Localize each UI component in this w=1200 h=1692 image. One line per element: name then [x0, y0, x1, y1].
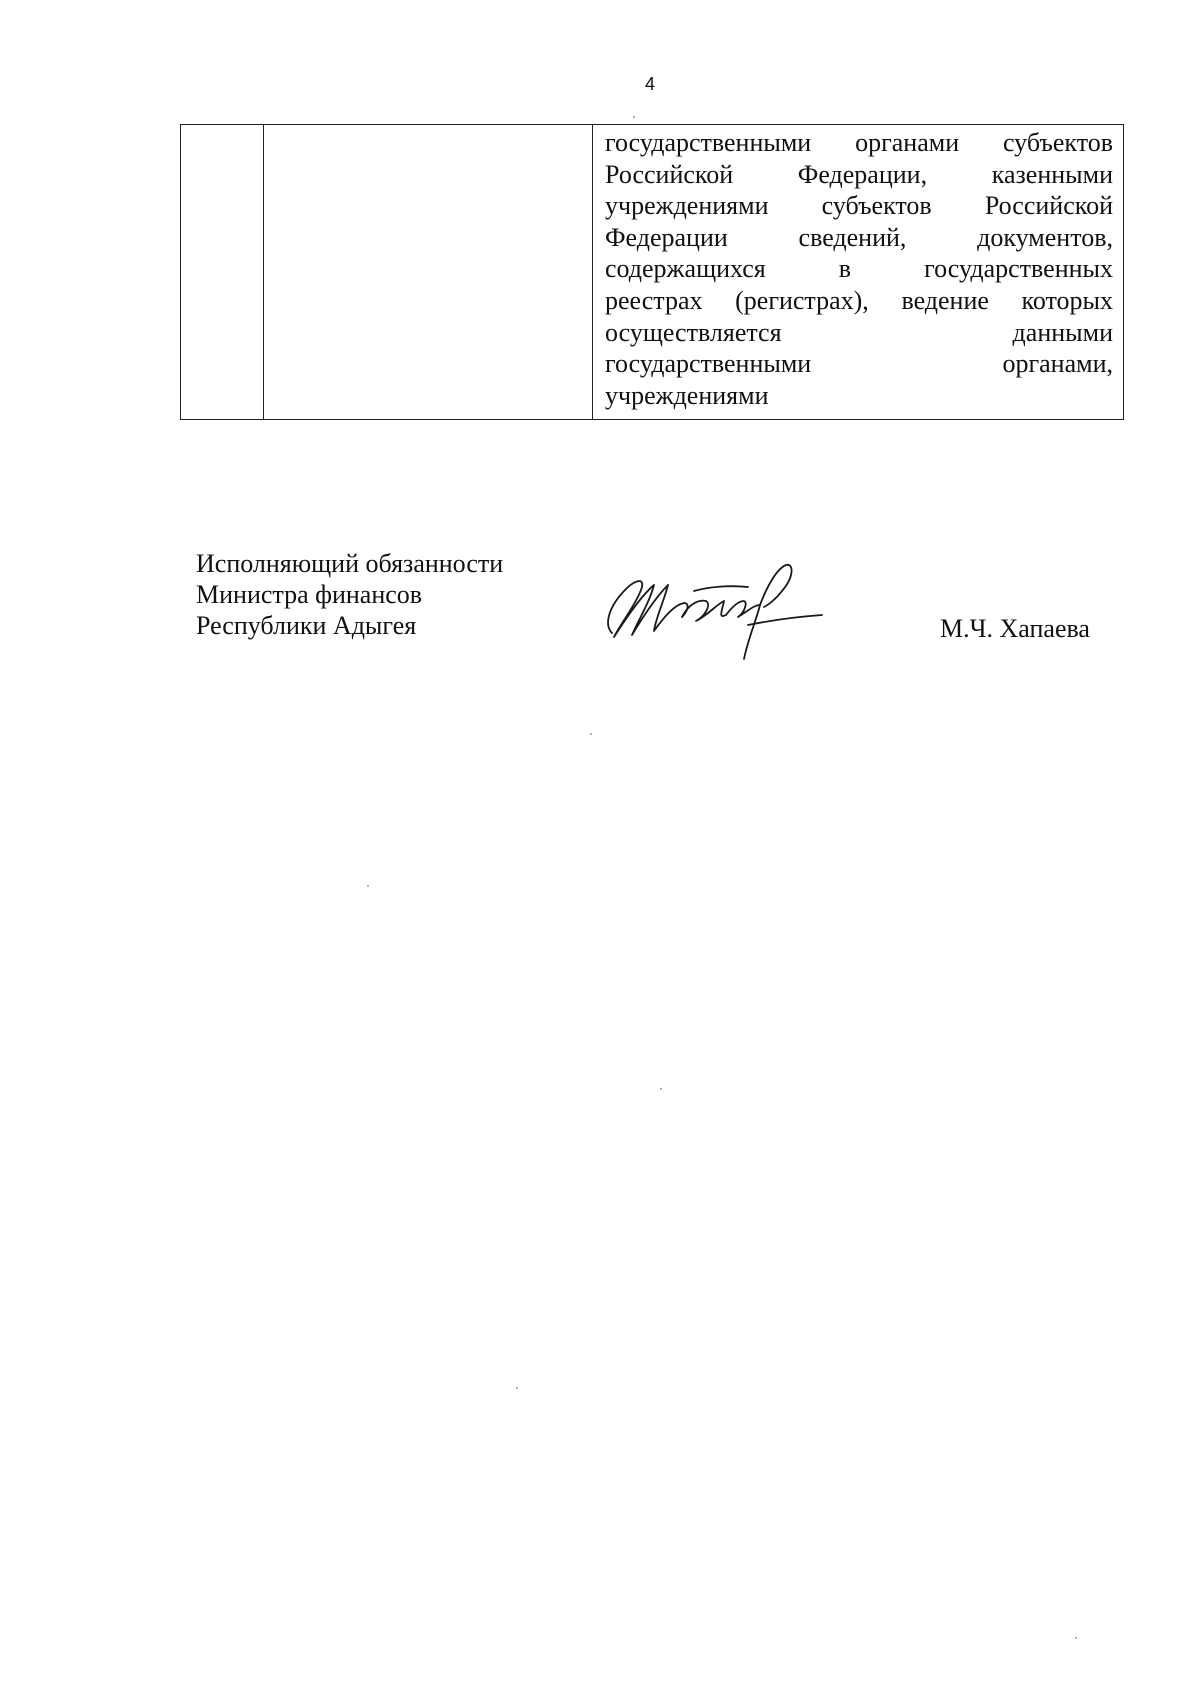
table-cell-number	[181, 125, 264, 420]
table-row	[181, 125, 1124, 420]
continuation-table	[180, 124, 1124, 420]
table-text-line: реестрах (регистрах), ведение которых	[605, 285, 1113, 315]
table-cell-description-text	[593, 125, 1123, 411]
table-text-line: государственными органами субъектов	[605, 128, 1113, 157]
table-text-line: осуществляется данными	[605, 317, 1113, 347]
scan-speck	[660, 1088, 662, 1090]
scan-speck	[633, 116, 635, 118]
signatory-name: М.Ч. Хапаева	[940, 614, 1090, 643]
scan-speck	[1075, 1637, 1077, 1639]
scan-speck	[516, 1387, 518, 1389]
table-text-line: Федерации сведений, документов,	[605, 222, 1113, 252]
page-number: 4	[644, 74, 655, 94]
table-text-line: учреждениями	[605, 380, 769, 410]
table-cell-service	[264, 125, 593, 420]
signatory-position-line: Исполняющий обязанности	[196, 549, 504, 578]
signatory-position	[196, 548, 503, 641]
table-text-line: государственными органами,	[605, 349, 1113, 379]
signatory-position-line: Министра финансов	[196, 580, 423, 609]
table-text-line: содержащихся в государственных	[605, 254, 1113, 284]
table-cell-description	[593, 125, 1124, 420]
handwritten-signature	[598, 555, 828, 665]
scan-speck	[590, 733, 592, 735]
table-text-line: Российской Федерации, казенными	[605, 159, 1113, 189]
scan-speck	[367, 885, 369, 887]
signatory-position-line: Республики Адыгея	[196, 611, 417, 640]
table-text-line: учреждениями субъектов Российской	[605, 191, 1113, 221]
